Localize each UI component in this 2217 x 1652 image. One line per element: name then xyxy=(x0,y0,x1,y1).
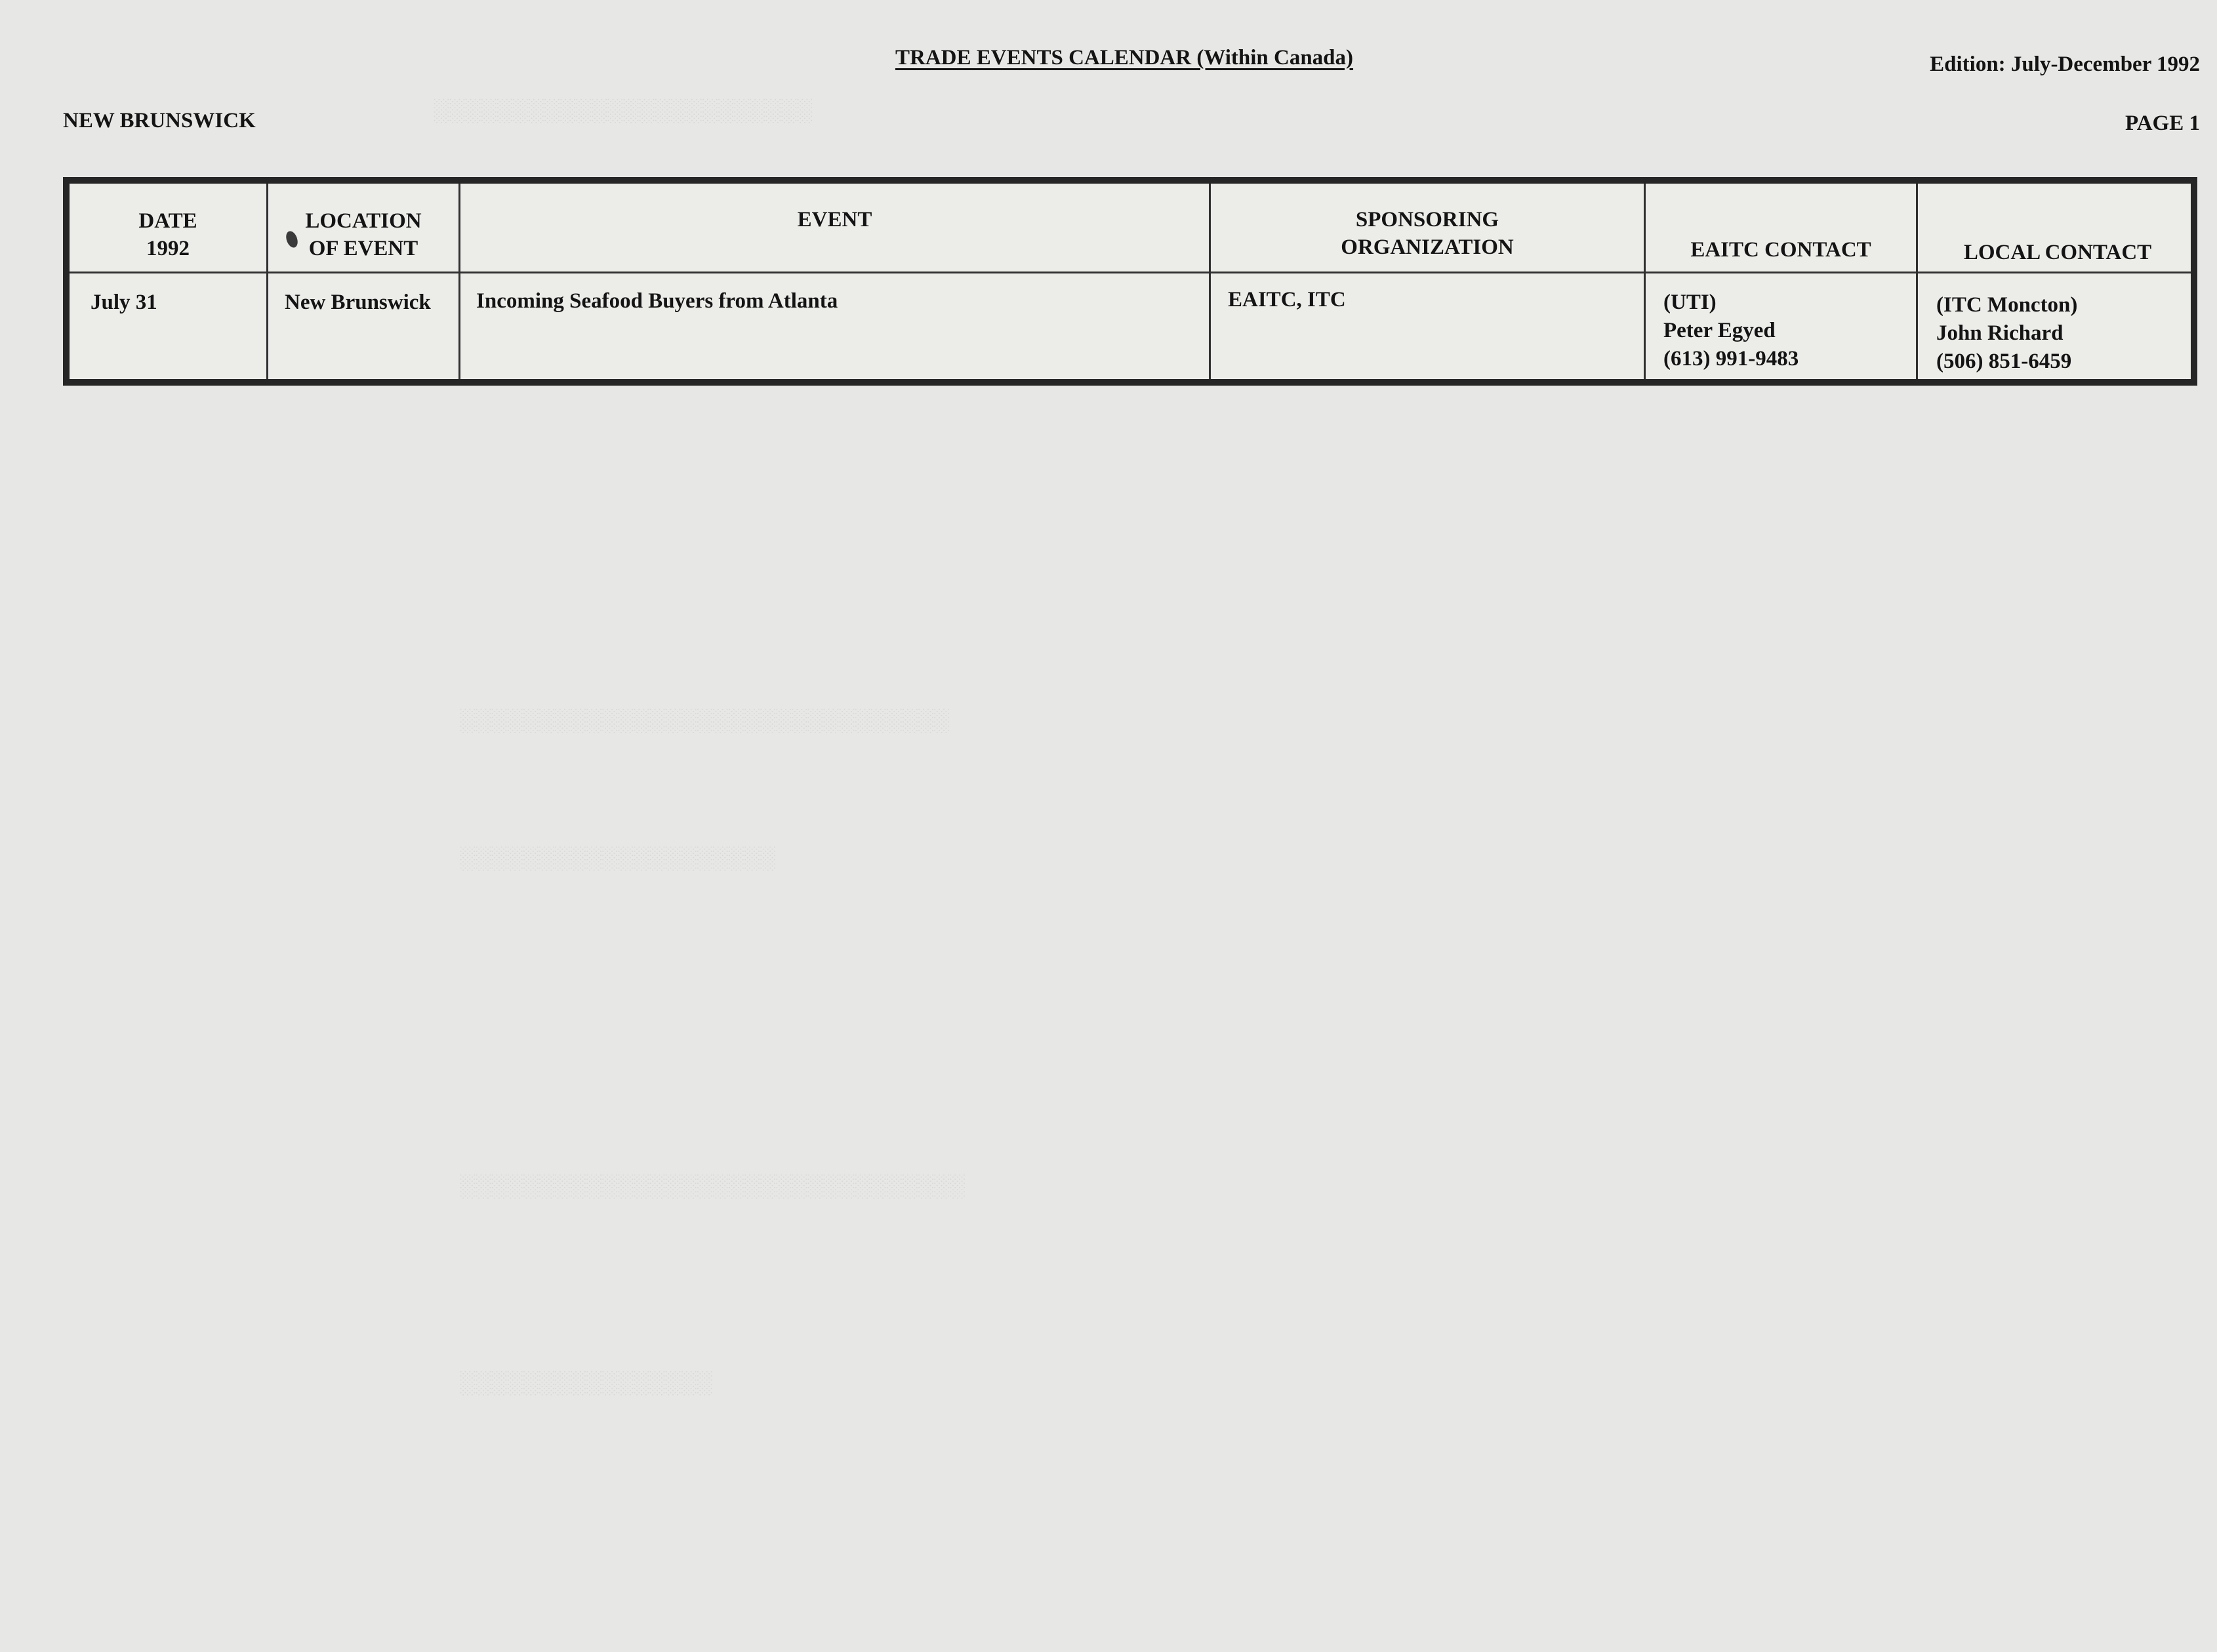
header-local-contact: LOCAL CONTACT xyxy=(1963,241,2152,264)
province-heading: NEW BRUNSWICK xyxy=(63,109,256,132)
document-title: TRADE EVENTS CALENDAR (Within Canada) xyxy=(895,46,1354,70)
header-location: LOCATION OF EVENT xyxy=(305,209,422,260)
bleed-through-text: ░░░░░░░░░░░░░░░░░░░░ xyxy=(459,846,775,870)
edition-label: Edition: July-December 1992 xyxy=(1930,52,2200,76)
row-location: New Brunswick xyxy=(285,291,431,314)
bleed-through-text: ░░░░░░░░░░░░░░░░░░░░░░░░░░░░░░░░ xyxy=(459,1174,965,1198)
header-event: EVENT xyxy=(797,208,872,232)
header-eaitc-contact: EAITC CONTACT xyxy=(1690,238,1871,262)
bleed-through-text: ░░░░░░░░░░░░░░░░░░░░░░░░░░░░░░░ xyxy=(459,708,949,733)
page-number: PAGE 1 xyxy=(2125,111,2200,135)
column-divider xyxy=(1644,184,1646,379)
events-table xyxy=(63,177,2197,386)
row-sponsor: EAITC, ITC xyxy=(1228,288,1346,312)
row-local-contact: (ITC Moncton) John Richard (506) 851-6459 xyxy=(1936,293,2078,373)
column-divider xyxy=(1916,184,1918,379)
header-divider xyxy=(70,272,2191,273)
bleed-through-text: ░░░░░░░░░░░░░░░░░░░░░░░░ xyxy=(433,98,813,123)
header-sponsor: SPONSORING ORGANIZATION xyxy=(1341,208,1514,259)
header-date: DATE 1992 xyxy=(138,209,197,260)
row-date: July 31 xyxy=(91,291,157,314)
row-event: Incoming Seafood Buyers from Atlanta xyxy=(476,289,838,313)
row-eaitc-contact: (UTI) Peter Egyed (613) 991-9483 xyxy=(1663,291,1799,371)
bleed-through-text: ░░░░░░░░░░░░░░░░ xyxy=(459,1371,712,1395)
